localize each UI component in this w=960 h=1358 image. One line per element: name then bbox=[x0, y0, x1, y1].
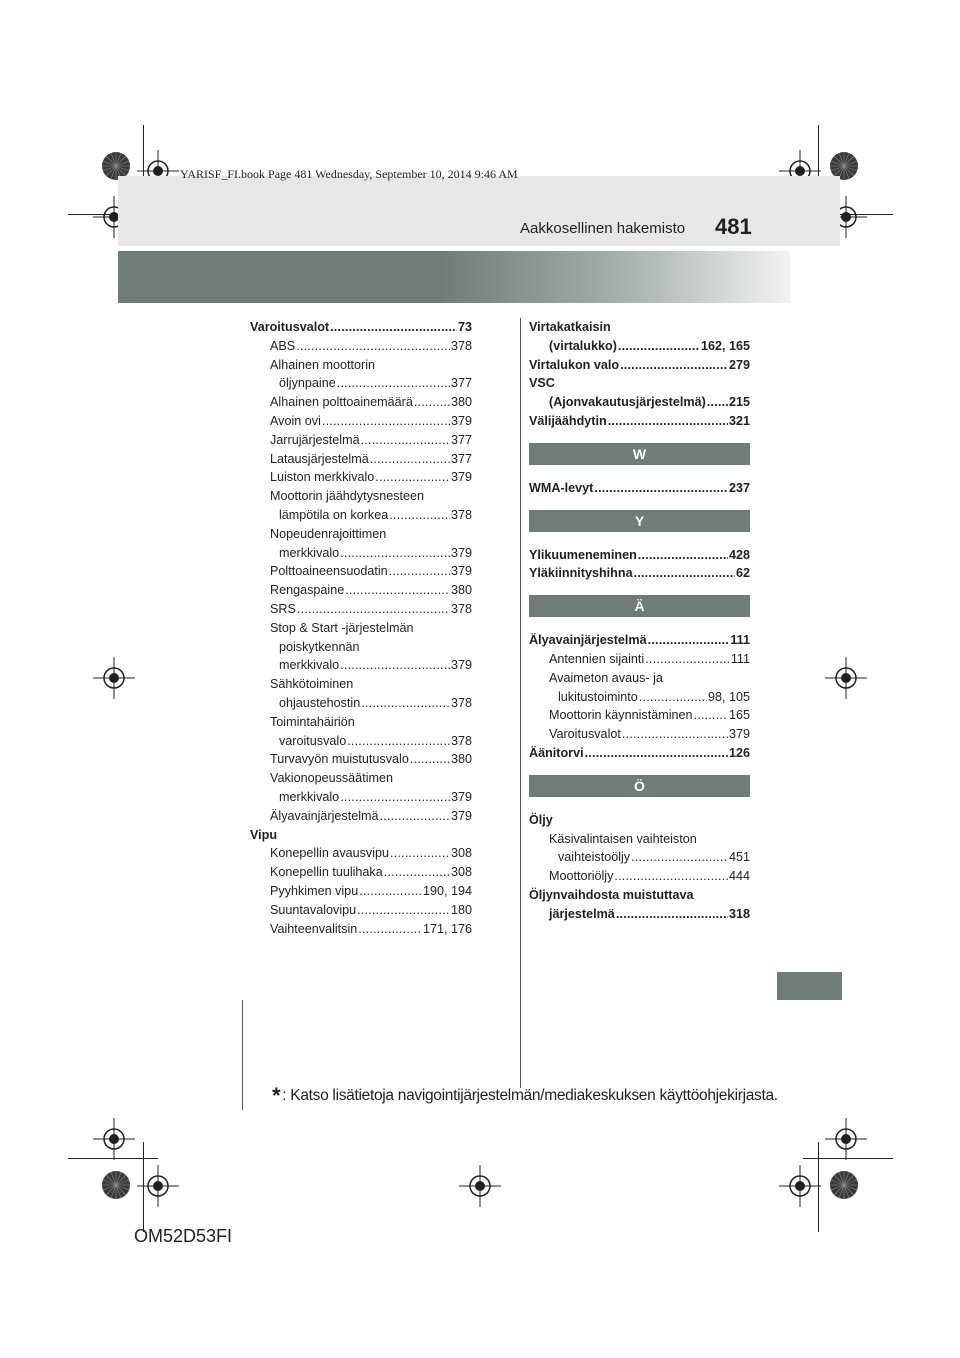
index-entry-text: varoitusvalo bbox=[279, 733, 347, 748]
index-entry-page: 377 bbox=[450, 451, 472, 466]
index-entry-text: Luiston merkkivalo bbox=[270, 470, 375, 485]
index-entry-page: 444 bbox=[728, 869, 750, 884]
index-entry-text: ohjaustehostin bbox=[279, 695, 361, 710]
margin-rule bbox=[242, 1000, 243, 1110]
index-entry-text: Konepellin tuulihaka bbox=[270, 865, 383, 880]
index-entry-text: Virtalukon valo bbox=[529, 357, 620, 372]
index-entry bbox=[250, 920, 472, 939]
dot-leader bbox=[638, 546, 728, 565]
index-entry bbox=[529, 867, 750, 886]
index-entry-text: Öljy bbox=[529, 812, 553, 827]
index-entry-page: 379 bbox=[450, 564, 472, 579]
index-entry bbox=[529, 356, 750, 375]
index-entry-page: 380 bbox=[450, 395, 472, 410]
index-entry-text: Pyyhkimen vipu bbox=[270, 883, 359, 898]
index-entry-text: Välijäähdytin bbox=[529, 413, 607, 428]
index-entry-text: Avoin ovi bbox=[270, 413, 321, 428]
index-entry bbox=[250, 769, 472, 788]
index-entry bbox=[250, 863, 472, 882]
index-entry-page: 378 bbox=[450, 507, 472, 522]
index-entry-text: WMA-levyt bbox=[529, 480, 594, 495]
registration-mark-icon bbox=[459, 1165, 501, 1207]
index-entry bbox=[529, 337, 750, 356]
index-entry-text: Sähkötoiminen bbox=[270, 677, 354, 692]
index-entry bbox=[250, 393, 472, 412]
dot-leader bbox=[375, 468, 450, 487]
index-entry-text: (Ajonvakautusjärjestelmä) bbox=[549, 395, 706, 410]
index-entry-text: Varoitusvalot bbox=[549, 727, 621, 742]
index-entry-text: Virtakatkaisin bbox=[529, 320, 611, 334]
index-column-left bbox=[250, 318, 472, 938]
index-entry-page: 377 bbox=[450, 376, 472, 391]
index-entry bbox=[250, 638, 472, 657]
index-entry bbox=[250, 600, 472, 619]
index-entry-page: 379 bbox=[450, 413, 472, 428]
index-entry-text: Älyavainjärjestelmä bbox=[529, 633, 647, 648]
index-entry bbox=[529, 886, 750, 905]
dot-leader bbox=[414, 393, 450, 412]
index-entry-page: 308 bbox=[450, 846, 472, 861]
index-entry-text: Moottorin jäähdytysnesteen bbox=[270, 489, 425, 504]
dot-leader bbox=[297, 600, 450, 619]
dot-leader bbox=[410, 750, 450, 769]
index-entry-page: 428 bbox=[728, 547, 750, 562]
index-entry bbox=[250, 844, 472, 863]
index-entry bbox=[529, 848, 750, 867]
index-entry-text: Jarrujärjestelmä bbox=[270, 432, 360, 447]
index-entry-text: merkkivalo bbox=[279, 789, 340, 804]
dot-leader bbox=[614, 867, 728, 886]
star-target-icon bbox=[829, 1170, 859, 1200]
index-entry-text: lukitustoiminto bbox=[558, 689, 638, 704]
dot-leader bbox=[358, 920, 422, 939]
index-entry-text: Vakionopeussäätimen bbox=[270, 771, 393, 786]
section-letter-bar: Ö bbox=[529, 775, 750, 797]
dot-leader bbox=[634, 564, 735, 583]
dot-leader bbox=[616, 905, 728, 924]
index-entry-text: Äänitorvi bbox=[529, 745, 584, 760]
index-entry-page: 379 bbox=[450, 808, 472, 823]
index-entry-text: öljynpaine bbox=[279, 376, 336, 391]
dot-leader bbox=[357, 901, 450, 920]
index-entry-text: merkkivalo bbox=[279, 658, 340, 673]
dot-leader bbox=[594, 479, 728, 498]
dot-leader bbox=[370, 450, 450, 469]
index-entry bbox=[250, 656, 472, 675]
index-entry-page: 377 bbox=[450, 432, 472, 447]
dot-leader bbox=[380, 807, 450, 826]
dot-leader bbox=[622, 725, 728, 744]
index-entry bbox=[529, 374, 750, 393]
index-entry bbox=[529, 412, 750, 431]
registration-mark-icon bbox=[137, 1165, 179, 1207]
index-entry bbox=[250, 487, 472, 506]
index-entry-page: 379 bbox=[728, 727, 750, 742]
index-entry bbox=[529, 650, 750, 669]
index-entry bbox=[529, 479, 750, 498]
index-entry bbox=[529, 546, 750, 565]
index-entry-text: Suuntavalovipu bbox=[270, 902, 357, 917]
index-entry-text: Nopeudenrajoittimen bbox=[270, 526, 387, 541]
index-entry bbox=[529, 706, 750, 725]
index-entry bbox=[250, 901, 472, 920]
index-entry-page: 162, 165 bbox=[700, 338, 750, 353]
index-entry-text: Turvavyön muistutusvalo bbox=[270, 752, 409, 767]
index-entry bbox=[250, 694, 472, 713]
index-entry bbox=[250, 732, 472, 751]
index-entry bbox=[529, 811, 750, 830]
index-entry bbox=[529, 669, 750, 688]
index-entry-page: 165 bbox=[728, 708, 750, 723]
index-entry-text: Vaihteenvalitsin bbox=[270, 921, 358, 936]
index-entry bbox=[250, 337, 472, 356]
page-number: 481 bbox=[715, 214, 752, 239]
registration-mark-icon bbox=[825, 1118, 867, 1160]
index-entry bbox=[250, 619, 472, 638]
dot-leader bbox=[347, 732, 450, 751]
dot-leader bbox=[337, 374, 450, 393]
index-entry bbox=[250, 506, 472, 525]
index-entry-page: 190, 194 bbox=[422, 883, 472, 898]
index-entry-text: Varoitusvalot bbox=[250, 320, 330, 334]
index-entry bbox=[250, 882, 472, 901]
dot-leader bbox=[389, 562, 450, 581]
dot-leader bbox=[322, 412, 450, 431]
index-entry-text: (virtalukko) bbox=[549, 338, 617, 353]
index-entry-page: 98, 105 bbox=[707, 689, 750, 704]
index-entry bbox=[250, 374, 472, 393]
index-entry-page: 180 bbox=[450, 902, 472, 917]
star-target-icon bbox=[101, 1170, 131, 1200]
index-entry-text: Konepellin avausvipu bbox=[270, 846, 390, 861]
index-entry-page: 378 bbox=[450, 733, 472, 748]
index-entry-text: Käsivalintaisen vaihteiston bbox=[549, 831, 697, 846]
index-entry bbox=[250, 826, 472, 845]
index-entry bbox=[250, 713, 472, 732]
index-entry-page: 380 bbox=[450, 583, 472, 598]
index-entry-page: 379 bbox=[450, 470, 472, 485]
dot-leader bbox=[620, 356, 728, 375]
index-entry-page: 215 bbox=[728, 395, 750, 410]
index-entry-text: VSC bbox=[529, 376, 555, 391]
footnote-text: : Katso lisätietoja navigointijärjestelmän/mediakeskuksen käyttöohjekirjasta. bbox=[282, 1087, 778, 1104]
dot-leader bbox=[384, 863, 450, 882]
index-entry bbox=[529, 725, 750, 744]
index-column-right bbox=[529, 318, 750, 924]
index-entry-page: 378 bbox=[450, 601, 472, 616]
index-entry-page: 126 bbox=[728, 745, 750, 760]
index-entry-text: Yläkiinnityshihna bbox=[529, 566, 633, 581]
column-divider bbox=[520, 318, 521, 1088]
index-entry bbox=[250, 356, 472, 375]
index-entry-text: Älyavainjärjestelmä bbox=[270, 808, 379, 823]
registration-mark-icon bbox=[825, 657, 867, 699]
index-entry bbox=[529, 905, 750, 924]
index-entry-page: 451 bbox=[728, 850, 750, 865]
index-entry-text: Ylikuumeneminen bbox=[529, 547, 637, 562]
index-entry-page: 62 bbox=[735, 566, 750, 581]
index-entry bbox=[529, 318, 750, 337]
index-entry-text: Rengaspaine bbox=[270, 583, 345, 598]
index-entry-text: Alhainen polttoainemäärä bbox=[270, 395, 413, 410]
index-entry-text: vaihteistoöljy bbox=[558, 850, 631, 865]
index-entry-page: 111 bbox=[730, 633, 750, 648]
dot-leader bbox=[608, 412, 728, 431]
index-entry-text: poiskytkennän bbox=[279, 639, 360, 654]
dot-leader bbox=[694, 706, 728, 725]
dot-leader bbox=[631, 848, 728, 867]
index-entry-text: Toimintahäiriön bbox=[270, 714, 355, 729]
index-entry-text: Polttoaineensuodatin bbox=[270, 564, 388, 579]
index-entry bbox=[250, 431, 472, 450]
index-entry bbox=[250, 788, 472, 807]
index-entry bbox=[529, 564, 750, 583]
dot-leader bbox=[639, 688, 707, 707]
index-entry bbox=[250, 450, 472, 469]
index-entry-text: Antennien sijainti bbox=[549, 651, 645, 666]
dot-leader bbox=[330, 318, 457, 337]
index-entry bbox=[250, 581, 472, 600]
dot-leader bbox=[585, 744, 728, 763]
index-entry-page: 380 bbox=[450, 752, 472, 767]
index-entry bbox=[250, 412, 472, 431]
index-entry-text: Öljynvaihdosta muistuttava bbox=[529, 887, 694, 902]
index-entry bbox=[250, 525, 472, 544]
index-entry-page: 318 bbox=[728, 906, 750, 921]
index-entry-page: 378 bbox=[450, 695, 472, 710]
dot-leader bbox=[389, 506, 450, 525]
section-letter-bar: Y bbox=[529, 510, 750, 532]
dot-leader bbox=[707, 393, 728, 412]
index-entry bbox=[250, 544, 472, 563]
index-entry-page: 321 bbox=[728, 413, 750, 428]
index-entry-page: 378 bbox=[450, 338, 472, 353]
index-entry bbox=[250, 675, 472, 694]
index-entry-text: ABS bbox=[270, 338, 296, 353]
index-entry-text: lämpötila on korkea bbox=[279, 507, 389, 522]
registration-mark-icon bbox=[93, 657, 135, 699]
index-entry bbox=[529, 688, 750, 707]
registration-mark-icon bbox=[779, 1165, 821, 1207]
index-entry-text: Moottorin käynnistäminen bbox=[549, 708, 693, 723]
dot-leader bbox=[361, 694, 450, 713]
index-entry-page: 379 bbox=[450, 545, 472, 560]
model-code: OM52D53FI bbox=[134, 1226, 233, 1246]
index-entry-text: Stop & Start -järjestelmän bbox=[270, 620, 414, 635]
dot-leader bbox=[345, 581, 450, 600]
index-entry-text: Vipu bbox=[250, 827, 278, 842]
index-entry-text: SRS bbox=[270, 601, 296, 616]
registration-mark-icon bbox=[93, 1118, 135, 1160]
index-entry-page: 308 bbox=[450, 865, 472, 880]
dot-leader bbox=[361, 431, 450, 450]
index-entry bbox=[529, 744, 750, 763]
index-entry-text: Alhainen moottorin bbox=[270, 357, 376, 372]
index-entry-text: Avaimeton avaus- ja bbox=[549, 670, 663, 685]
chapter-band bbox=[118, 251, 790, 303]
index-entry bbox=[250, 318, 472, 337]
index-entry-page: 171, 176 bbox=[422, 921, 472, 936]
index-entry-page: 237 bbox=[728, 480, 750, 495]
dot-leader bbox=[618, 337, 700, 356]
book-info: YARISF_FI.book Page 481 Wednesday, September 10, 2014 9:46 AM bbox=[180, 167, 518, 181]
dot-leader bbox=[390, 844, 450, 863]
index-entry bbox=[250, 750, 472, 769]
dot-leader bbox=[340, 788, 450, 807]
index-entry bbox=[250, 468, 472, 487]
dot-leader bbox=[359, 882, 422, 901]
index-entry-page: 73 bbox=[457, 320, 472, 334]
index-entry-page: 379 bbox=[450, 658, 472, 673]
footnote bbox=[272, 1083, 778, 1109]
index-entry bbox=[529, 631, 750, 650]
index-entry-text: merkkivalo bbox=[279, 545, 340, 560]
index-entry-text: järjestelmä bbox=[549, 906, 615, 921]
dot-leader bbox=[340, 656, 450, 675]
index-entry-page: 279 bbox=[728, 357, 750, 372]
index-entry bbox=[250, 807, 472, 826]
index-entry bbox=[529, 393, 750, 412]
dot-leader bbox=[648, 631, 730, 650]
dot-leader bbox=[296, 337, 450, 356]
index-entry-page: 379 bbox=[450, 789, 472, 804]
index-entry bbox=[529, 830, 750, 849]
footnote-marker: * bbox=[272, 1083, 281, 1108]
dot-leader bbox=[645, 650, 730, 669]
index-entry bbox=[250, 562, 472, 581]
section-letter-bar: Ä bbox=[529, 595, 750, 617]
index-entry-page: 111 bbox=[730, 651, 750, 666]
header-title: Aakkosellinen hakemisto bbox=[520, 220, 686, 237]
thumb-tab bbox=[777, 972, 842, 1000]
index-entry-text: Latausjärjestelmä bbox=[270, 451, 369, 466]
section-letter-bar: W bbox=[529, 443, 750, 465]
dot-leader bbox=[340, 544, 450, 563]
index-entry-text: Moottoriöljy bbox=[549, 869, 614, 884]
